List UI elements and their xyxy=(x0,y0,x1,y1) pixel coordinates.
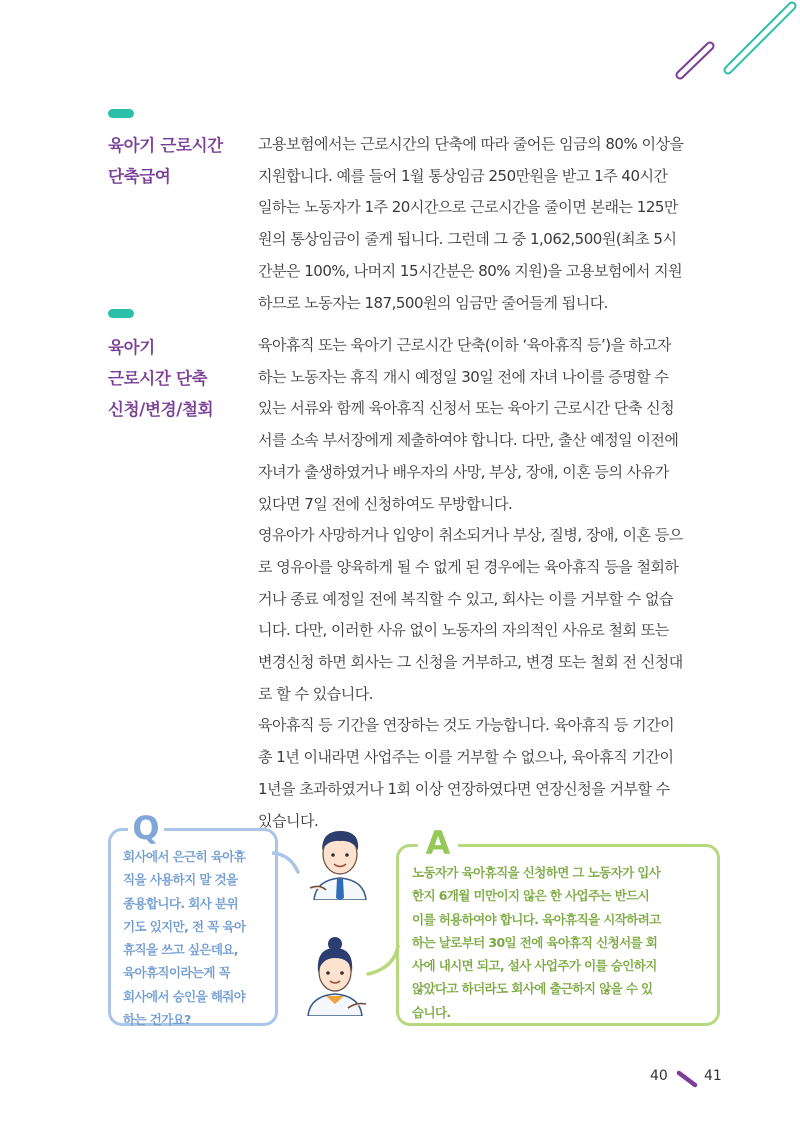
body-line: 로 영유아를 양육하게 될 수 없게 된 경우에는 육아휴직 등을 철회하 xyxy=(258,557,679,576)
question-text xyxy=(123,845,273,1031)
body-line: 육아휴직 또는 육아기 근로시간 단축(이하 ‘육아휴직 등’)을 하고자 xyxy=(258,336,671,354)
body-line: 육아휴직 등 기간을 연장하는 것도 가능합니다. 육아휴직 등 기간이 xyxy=(258,716,675,735)
page-number-right: 41 xyxy=(704,1068,722,1084)
question-label: Q xyxy=(128,808,164,848)
question-line: 회사에서 승인을 해줘야 xyxy=(123,988,246,1004)
body-line: 하므로 노동자는 187,500원의 임금만 줄어들게 됩니다. xyxy=(258,293,608,312)
body-line: 총 1년 이내라면 사업주는 이를 거부할 수 없으나, 육아휴직 기간이 xyxy=(258,748,674,767)
answer-line: 습니다. xyxy=(412,1004,451,1020)
section-marker xyxy=(108,309,134,318)
body-line: 일하는 노동자가 1주 20시간으로 근로시간을 줄이면 본래는 125만 xyxy=(258,198,678,217)
answer-line: 한지 6개월 미만이지 않은 한 사업주는 반드시 xyxy=(412,888,650,904)
page-separator-icon xyxy=(676,1070,698,1088)
body-line: 있습니다. xyxy=(258,811,319,830)
section-marker xyxy=(108,109,134,118)
section-title-line: 신청/변경/철회 xyxy=(108,400,214,419)
body-line: 간분은 100%, 나머지 15시간분은 80% 지원)을 고용보험에서 지원 xyxy=(258,261,683,280)
section-title-line: 단축급여 xyxy=(108,167,171,186)
body-line: 변경신청 하면 회사는 그 신청을 거부하고, 변경 또는 철회 전 신청대 xyxy=(258,653,683,672)
answer-text xyxy=(412,861,712,1024)
answer-label: A xyxy=(418,822,458,864)
body-line: 영유아가 사망하거나 입양이 취소되거나 부상, 질병, 장애, 이혼 등으 xyxy=(258,526,683,545)
body-line: 하는 노동자는 휴직 개시 예정일 30일 전에 자녀 나이를 증명할 수 xyxy=(258,367,669,386)
question-line: 종용합니다. 회사 분위 xyxy=(123,895,238,911)
body-line: 있는 서류와 함께 육아휴직 신청서 또는 육아기 근로시간 단축 신청 xyxy=(258,399,675,418)
body-line: 로 할 수 있습니다. xyxy=(258,684,374,703)
question-line: 하는 건가요? xyxy=(123,1012,191,1028)
page-footer xyxy=(650,1068,730,1090)
body-line: 거나 종료 예정일 전에 복직할 수 있고, 회사는 이를 거부할 수 없습 xyxy=(258,589,673,608)
section-title-line: 육아기 xyxy=(108,338,155,357)
question-line: 육아휴직이라는게 꼭 xyxy=(123,965,231,981)
answer-line: 사에 내시면 되고, 설사 사업주가 이를 승인하지 xyxy=(412,958,657,974)
question-bubble-tail xyxy=(272,850,302,878)
body-line: 1년을 초과하였거나 1회 이상 연장하였다면 연장신청을 거부할 수 xyxy=(258,779,670,798)
answer-line: 하는 날로부터 30일 전에 육아휴직 신청서를 회 xyxy=(412,934,658,950)
body-line: 자녀가 출생하였거나 배우자의 사망, 부상, 장애, 이혼 등의 사유가 xyxy=(258,462,669,481)
answer-line: 이를 허용하여야 합니다. 육아휴직을 시작하려고 xyxy=(412,911,661,927)
answer-bubble-tail xyxy=(364,944,400,978)
body-line: 지원합니다. 예를 들어 1월 통상임금 250만원을 받고 1주 40시간 xyxy=(258,166,668,185)
section-title xyxy=(108,332,213,425)
body-line: 고용보험에서는 근로시간의 단축에 따라 줄어든 임금의 80% 이상을 xyxy=(258,135,684,153)
body-line: 서를 소속 부서장에게 제출하여야 합니다. 다만, 출산 예정일 이전에 xyxy=(258,431,679,450)
question-line: 직을 사용하지 말 것을 xyxy=(123,872,238,888)
body-line: 있다면 7일 전에 신청하여도 무방합니다. xyxy=(258,494,513,513)
question-line: 기도 있지만, 전 꼭 육아 xyxy=(123,918,246,934)
page-number-left: 40 xyxy=(650,1068,668,1084)
answer-line: 노동자가 육아휴직을 신청하면 그 노동자가 입사 xyxy=(412,865,661,880)
section-title-line: 육아기 근로시간 xyxy=(108,136,223,155)
section-body xyxy=(258,330,718,837)
question-line: 휴직을 쓰고 싶은데요, xyxy=(123,942,238,958)
question-line: 회사에서 은근히 육아휴 xyxy=(123,849,246,864)
section-body xyxy=(258,129,718,319)
body-line: 원의 통상임금이 줄게 됩니다. 그런데 그 중 1,062,500원(최초 5시 xyxy=(258,230,677,249)
woman-illustration xyxy=(296,932,374,1016)
man-illustration xyxy=(300,822,380,900)
answer-line: 않았다고 하더라도 회사에 출근하지 않을 수 있 xyxy=(412,981,653,997)
body-line: 니다. 다만, 이러한 사유 없이 노동자의 자의적인 사유로 철회 또는 xyxy=(258,621,669,640)
section-title xyxy=(108,130,223,192)
corner-decoration xyxy=(670,0,800,90)
section-title-line: 근로시간 단축 xyxy=(108,369,208,388)
